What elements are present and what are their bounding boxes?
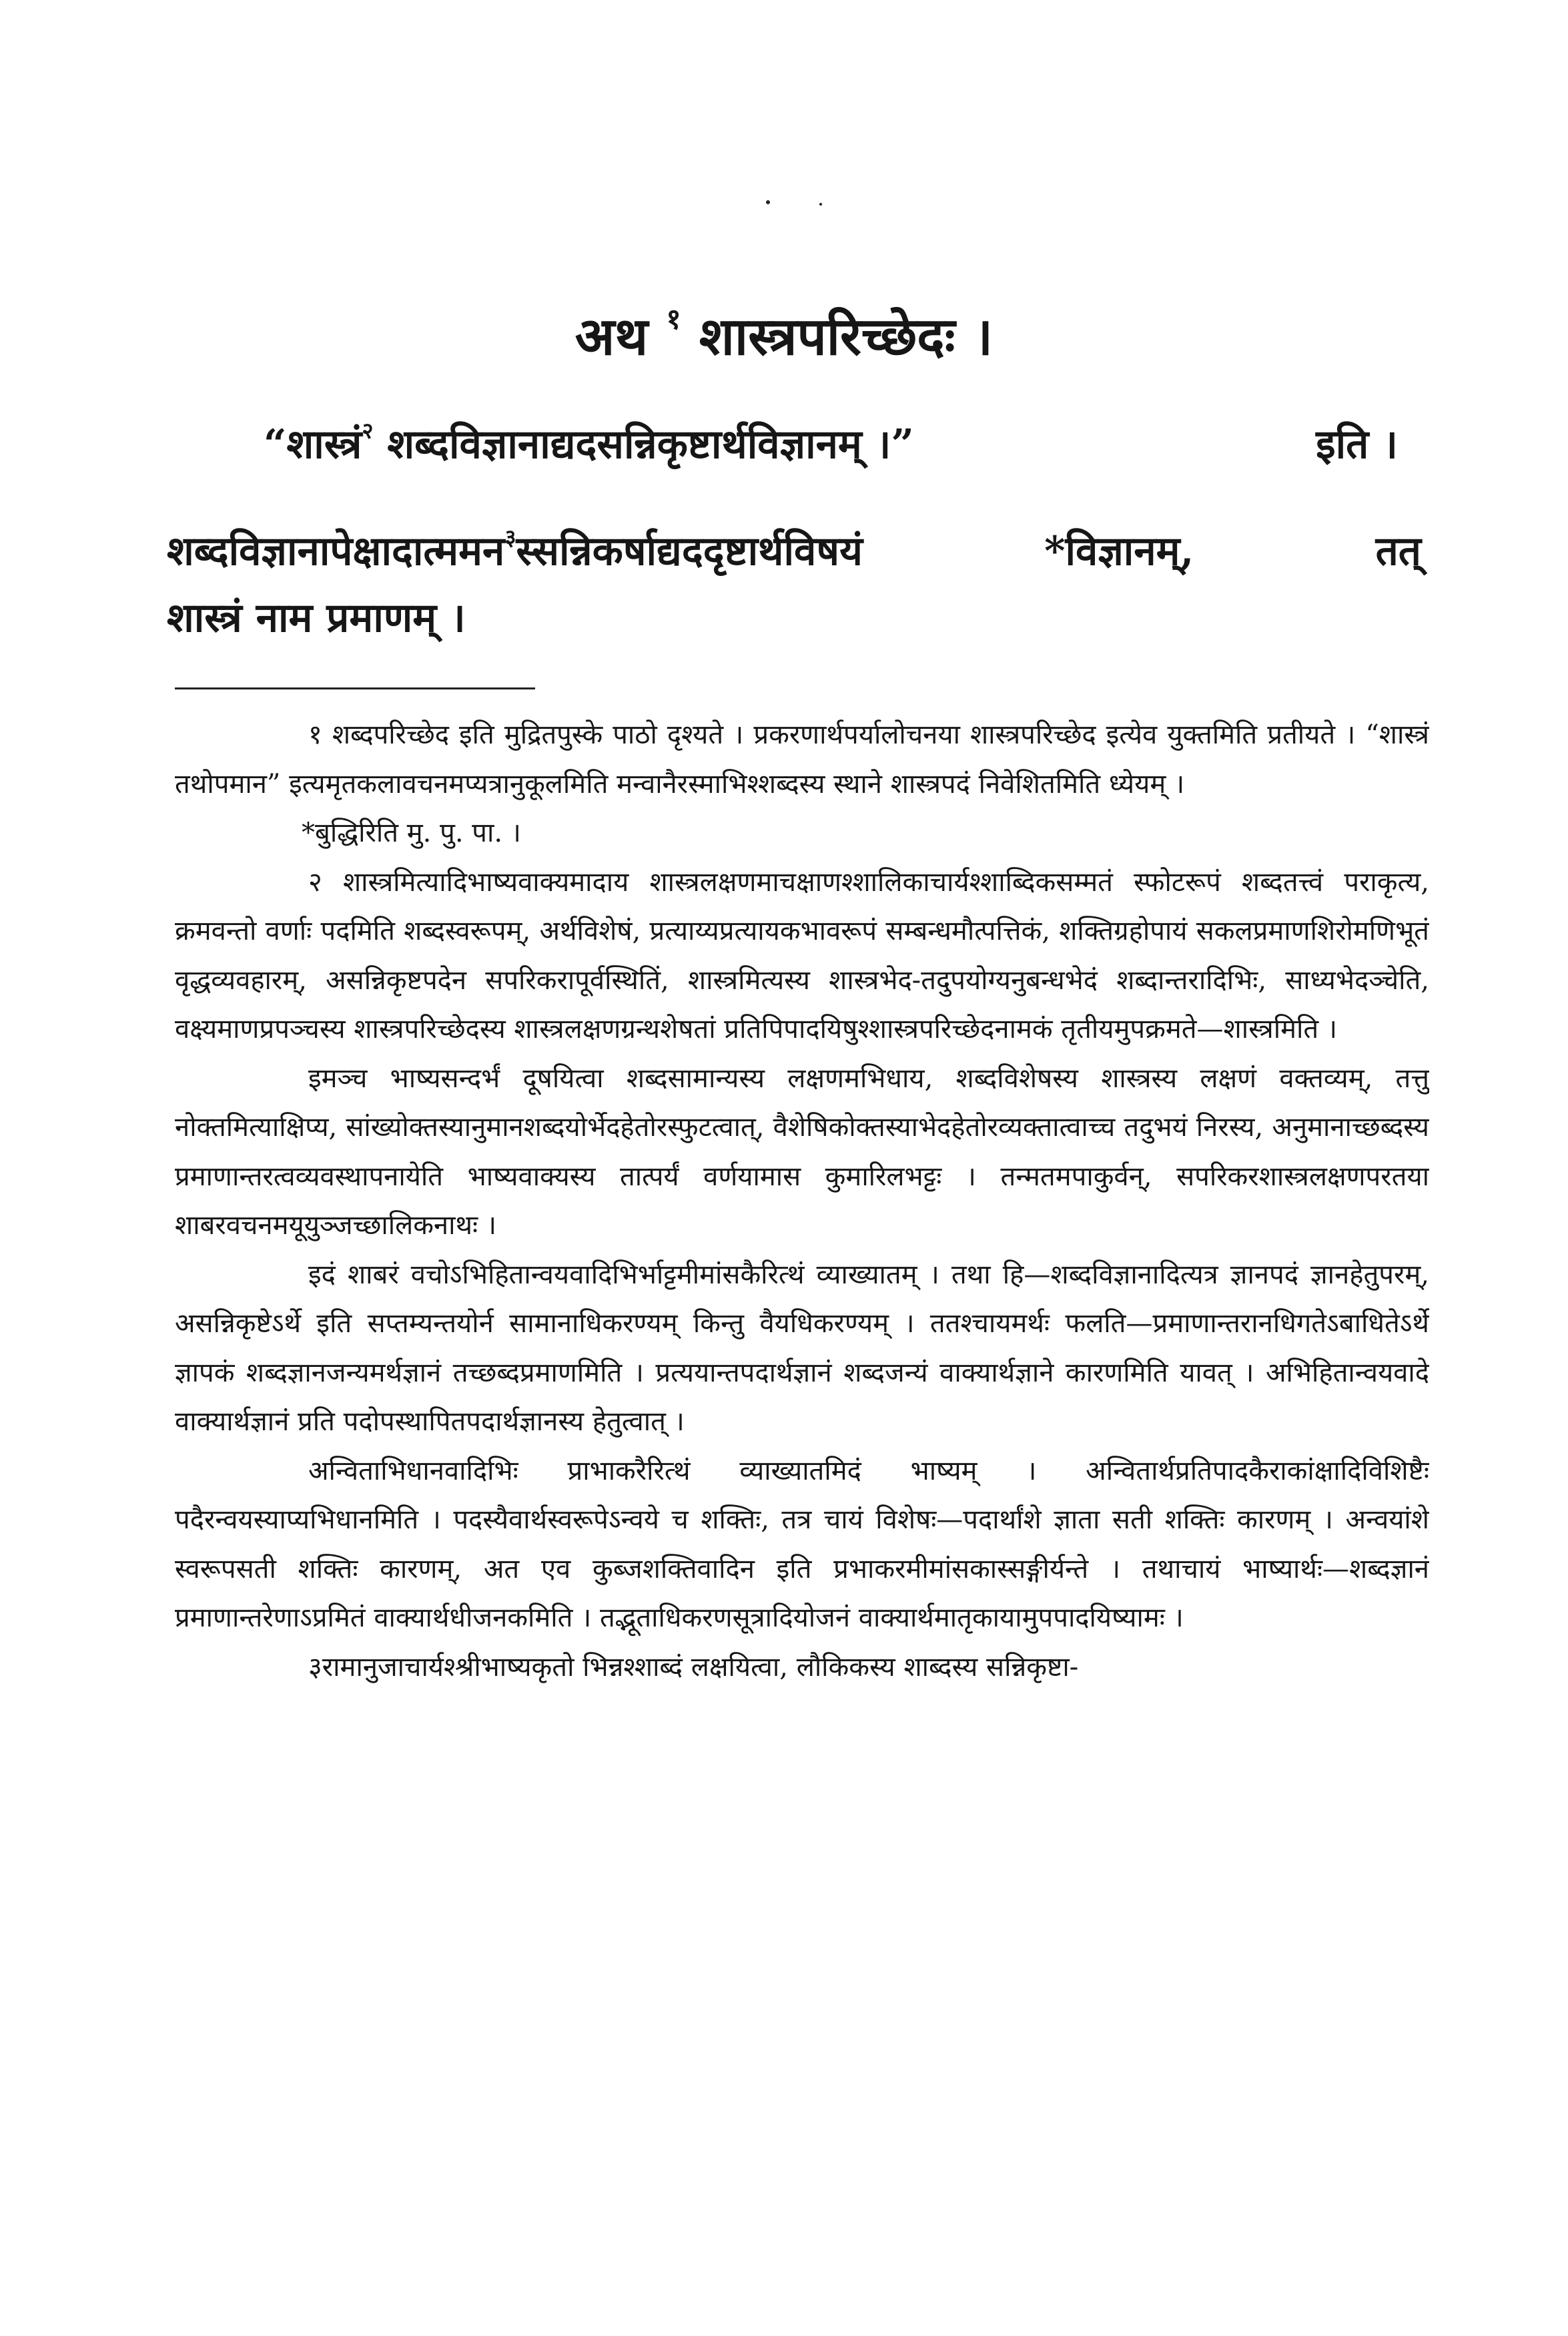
heading-title: शास्त्रपरिच्छेदः ।: [699, 306, 994, 367]
chapter-heading: [0, 300, 1568, 374]
footnote-paragraph: ३रामानुजाचार्यश्श्रीभाष्यकृतो भिन्नश्शाब्दं लक्षयित्वा, लौकिकस्य शाब्दस्य सन्निकृष्टा-: [308, 1651, 1079, 1683]
commentary-end: तत्: [1375, 528, 1421, 575]
footnote-paragraph: अन्विताभिधानवादिभिः प्राभाकरैरित्थं व्याख्यातमिदं भाष्यम् । अन्वितार्थप्रतिपादकैराकांक्षादिविशिष्टैः पदैरन्वयस्याप्यभिधानमिति । पदस्यैवार्थस्वरूपेऽन्वये च शक्तिः, तत्र चायं विशेषः—पदार्थांशे ज्ञाता सती शक्तिः कारणम् । अन्वयांशे स्वरूपसती शक्तिः कारणम्, अत एव कुब्जशक्तिवादिन इति प्रभाकरमीमांसकास्सङ्गीर्यन्ते । तथाचायं भाष्यार्थः—शब्दज्ञानं प्रमाणान्तरेणाऽप्रमितं वाक्यार्थधीजनकमिति । तद्भूताधिकरणसूत्रादियोजनं वाक्यार्थमातृकायामुपपादयिष्यामः ।: [175, 1455, 1429, 1633]
footnote-paragraph: इमञ्च भाष्यसन्दर्भं दूषयित्वा शब्दसामान्यस्य लक्षणमभिधाय, शब्दविशेषस्य शास्त्रस्य लक्षणं वक्तव्यम्, तत्तु नोक्तमित्याक्षिप्य, सांख्योक्तस्यानुमानशब्दयोर्भेदहेतोरस्फुटत्वात्, वैशेषिकोक्तस्याभेदहेतोरव्यक्तात्वाच्च तदुभयं निरस्य, अनुमानाच्छब्दस्य प्रमाणान्तरत्वव्यवस्थापनायेति भाष्यवाक्यस्य तात्पर्यं वर्णयामास कुमारिलभट्टः । तन्मतमपाकुर्वन्, सपरिकरशास्त्रलक्षणपरतया शाबरवचनमयूयुञ्जच्छालिकनाथः ।: [175, 1063, 1429, 1241]
footnote-paragraph: १ शब्दपरिच्छेद इति मुद्रितपुस्के पाठो दृश्यते । प्रकरणार्थपर्यालोचनया शास्त्रपरिच्छेद इत्येव युक्तमिति प्रतीयते । “शास्त्रं तथोपमान” इत्यमृतकलावचनमप्यत्रानुकूलमिति मन्वानैरस्माभिश्शब्दस्य स्थाने शास्त्रपदं निवेशितमिति ध्येयम् ।: [175, 719, 1429, 800]
sutra-line: [264, 415, 1398, 470]
footnote-paragraph: इदं शाबरं वचोऽभिहितान्वयवादिभिर्भाट्टमीमांसकैरित्थं व्याख्यातम् । तथा हि—शब्दविज्ञानादित्यत्र ज्ञानपदं ज्ञानहेतुपरम्, असन्निकृष्टेऽर्थे इति सप्तम्यन्तयोर्न सामानाधिकरण्यम् किन्तु वैयधिकरण्यम् । ततश्चायमर्थः फलति—प्रमाणान्तरानधिगतेऽबाधितेऽर्थे ज्ञापकं शब्दज्ञानजन्यमर्थज्ञानं तच्छब्दप्रमाणमिति । प्रत्ययान्तपदार्थज्ञानं शब्दजन्यं वाक्यार्थज्ञाने कारणमिति यावत् । अभिहितान्वयवादे वाक्यार्थज्ञानं प्रति पदोपस्थापितपदार्थज्ञानस्य हेतुत्वात् ।: [175, 1259, 1429, 1437]
commentary-star-word: *विज्ञानम्,: [1044, 528, 1194, 575]
sutra-body: शब्दविज्ञानाद्यदसन्निकृष्टार्थविज्ञानम् ।”: [387, 421, 914, 468]
footnote-paragraph: *बुद्धिरिति मु. पु. पा. ।: [302, 818, 521, 848]
ink-speck: [766, 200, 770, 204]
footnote-paragraph: २ शास्त्रमित्यादिभाष्यवाक्यमादाय शास्त्रलक्षणमाचक्षाणश्शालिकाचार्यश्शाब्दिकसम्मतं स्फोटरूपं शब्दतत्त्वं पराकृत्य, क्रमवन्तो वर्णाः पदमिति शब्दस्वरूपम्, अर्थविशेषं, प्रत्याय्यप्रत्यायकभावरूपं सम्बन्धमौत्पत्तिकं, शक्तिग्रहोपायं सकलप्रमाणशिरोमणिभूतं वृद्धव्यवहारम्, असन्निकृष्टपदेन सपरिकरापूर्वस्थितिं, शास्त्रमित्यस्य शास्त्रभेद-तदुपयोग्यनुबन्धभेदं शब्दान्तरादिभिः, साध्यभेदञ्चेति, वक्ष्यमाणप्रपञ्चस्य शास्त्रपरिच्छेदस्य शास्त्रलक्षणग्रन्थशेषतां प्रतिपिपादयिषुश्शास्त्रपरिच्छेदनामकं तृतीयमुपक्रमते—शास्त्रमिति ।: [175, 866, 1429, 1045]
footnote-divider: [175, 687, 535, 689]
commentary-part: शब्दविज्ञानापेक्षादात्ममन: [167, 528, 505, 575]
sutra-open: “शास्त्रं: [264, 421, 362, 468]
footnotes: [175, 711, 1429, 2313]
sutra-iti: इति ।: [1316, 421, 1398, 468]
commentary-text: [167, 522, 863, 577]
footnote-mark: १: [666, 302, 681, 336]
footnote-mark: २: [362, 417, 374, 444]
ink-speck: [819, 203, 822, 206]
commentary-part: स्सन्निकर्षाद्यददृष्टार्थविषयं: [516, 528, 863, 575]
heading-prefix: अथ: [574, 306, 649, 367]
footnote-mark: ३: [504, 524, 516, 551]
commentary-line-1: [167, 522, 1421, 577]
sutra-text: [264, 415, 914, 470]
commentary-line-2: शास्त्रं नाम प्रमाणम् ।: [167, 595, 466, 641]
